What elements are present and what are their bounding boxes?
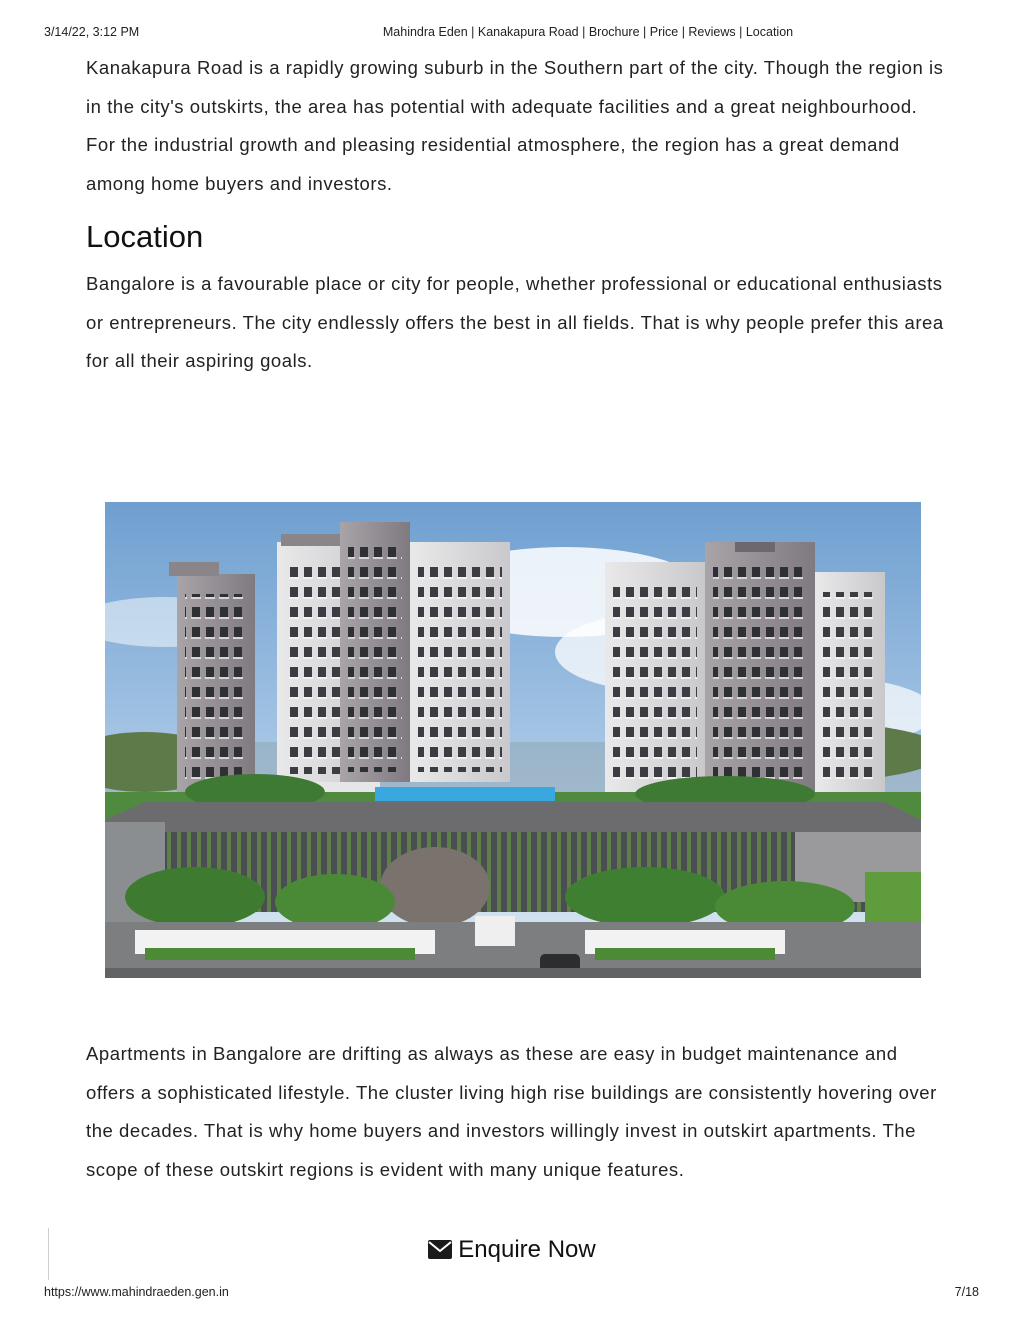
apartment-image (105, 502, 921, 978)
envelope-icon (428, 1238, 452, 1266)
apartments-section (86, 1035, 946, 1189)
location-paragraph: Bangalore is a favourable place or city for people, whether professional or educational enthusiasts or entrepreneurs. The city endlessly offers the best in all fields. That is why people prefer this area for all their aspiring goals. (86, 273, 944, 371)
print-page-title: Mahindra Eden | Kanakapura Road | Brochure | Price | Reviews | Location (382, 25, 794, 39)
enquire-now-button[interactable] (0, 1236, 1024, 1266)
enquire-now-label: Enquire Now (458, 1236, 596, 1263)
intro-paragraph: Kanakapura Road is a rapidly growing suburb in the Southern part of the city. Though the region is in the city's outskirts, the area has potential with adequate facilities and a great neighbourhood. For the industrial growth and pleasing residential atmosphere, the region has a great demand among home buyers and investors. (86, 57, 944, 194)
article-body (86, 49, 946, 381)
footer-url: https://www.mahindraeden.gen.in (44, 1285, 229, 1299)
print-datetime: 3/14/22, 3:12 PM (44, 25, 140, 39)
page-number: 7/18 (954, 1285, 979, 1299)
apartments-paragraph: Apartments in Bangalore are drifting as always as these are easy in budget maintenance and offers a sophisticated lifestyle. The cluster living high rise buildings are consistently hovering over the decades. That is why home buyers and investors willingly invest in outskirt apartments. The scope of these outskirt regions is evident with many unique features. (86, 1043, 937, 1180)
location-heading: Location (86, 219, 204, 254)
